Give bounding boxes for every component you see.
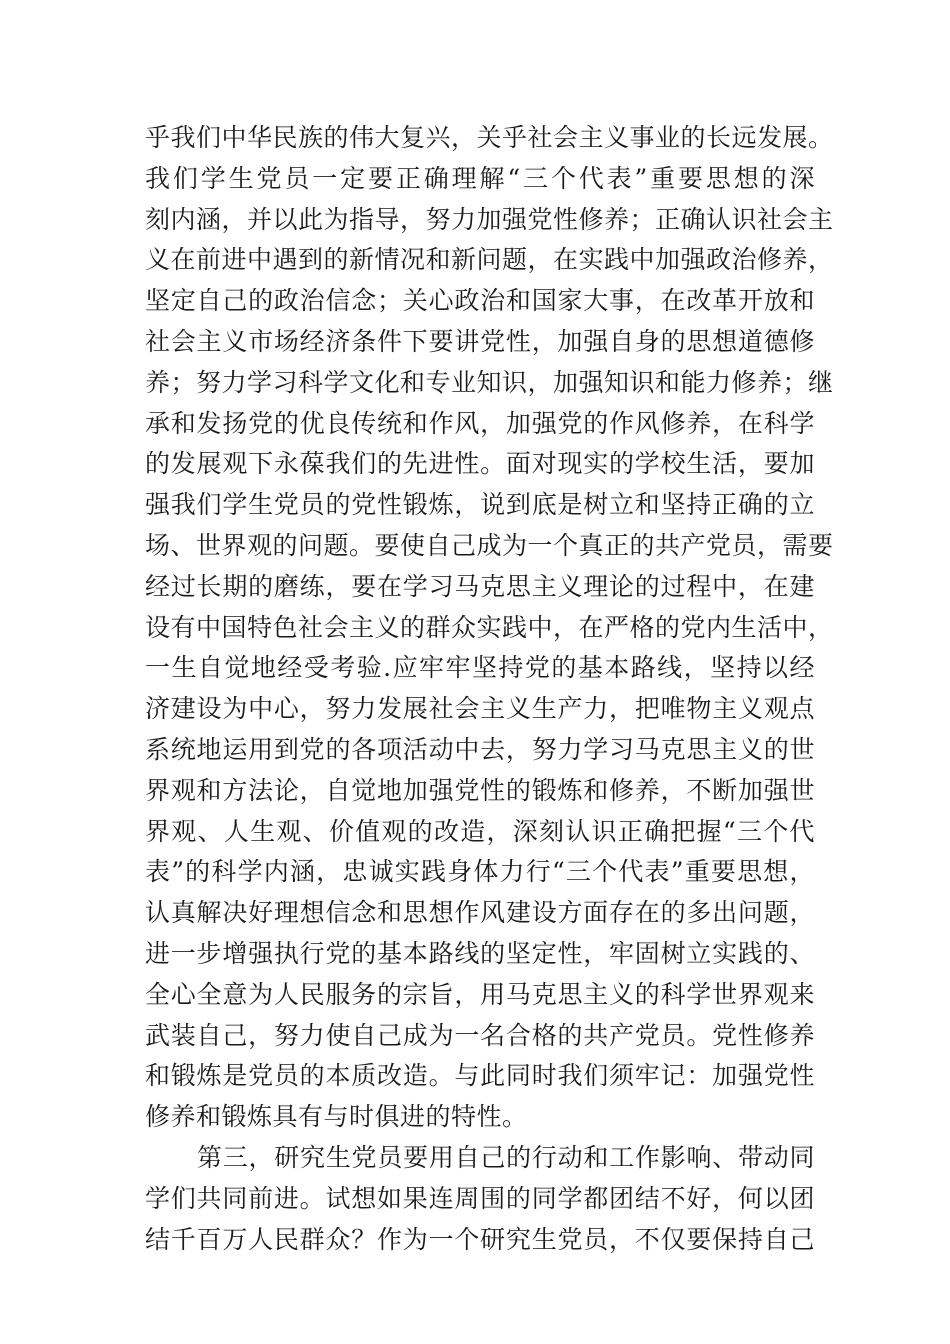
text-line: 系统地运用到党的各项活动中去，努力学习马克思主义的世: [145, 734, 815, 764]
text-line: 一生自觉地经受考验.应牢牢坚持党的基本路线，坚持以经: [145, 653, 815, 683]
text-line: 坚定自己的政治信念；关心政治和国家大事，在改革开放和: [145, 286, 815, 316]
paragraph-start-line: 第三，研究生党员要用自己的行动和工作影响、带动同: [197, 1142, 815, 1172]
text-line: 承和发扬党的优良传统和作风，加强党的作风修养，在科学: [145, 408, 815, 438]
text-line: 经过长期的磨练，要在学习马克思主义理论的过程中，在建: [145, 571, 815, 601]
text-line: 我们学生党员一定要正确理解“三个代表”重要思想的深: [145, 163, 815, 193]
text-line: 义在前进中遇到的新情况和新问题，在实践中加强政治修养，: [145, 245, 834, 275]
text-line: 表”的科学内涵，忠诚实践身体力行“三个代表”重要思想，: [145, 857, 815, 887]
text-line: 养；努力学习科学文化和专业知识，加强知识和能力修养；继: [145, 367, 834, 397]
text-line: 的发展观下永葆我们的先进性。面对现实的学校生活，要加: [145, 449, 815, 479]
text-line: 界观、人生观、价值观的改造，深刻认识正确把握“三个代: [145, 816, 815, 846]
body-text: [145, 118, 834, 1260]
text-line: 和锻炼是党员的本质改造。与此同时我们须牢记：加强党性: [145, 1061, 815, 1091]
text-line: 刻内涵，并以此为指导，努力加强党性修养；正确认识社会主: [145, 204, 834, 234]
text-line: 全心全意为人民服务的宗旨，用马克思主义的科学世界观来: [145, 979, 815, 1009]
text-line: 济建设为中心，努力发展社会主义生产力，把唯物主义观点: [145, 694, 815, 724]
text-line: 修养和锻炼具有与时俱进的特性。: [145, 1102, 528, 1132]
text-line: 学们共同前进。试想如果连周围的同学都团结不好，何以团: [145, 1183, 815, 1213]
text-line: 强我们学生党员的党性锻炼，说到底是树立和坚持正确的立: [145, 490, 815, 520]
text-line: 认真解决好理想信念和思想作风建设方面存在的多出问题，: [145, 898, 815, 928]
text-line: 进一步增强执行党的基本路线的坚定性，牢固树立实践的、: [145, 938, 815, 968]
text-line: 社会主义市场经济条件下要讲党性，加强自身的思想道德修: [145, 326, 815, 356]
text-line: 场、世界观的问题。要使自己成为一个真正的共产党员，需要: [145, 530, 834, 560]
text-line: 乎我们中华民族的伟大复兴，关乎社会主义事业的长远发展。: [145, 123, 834, 152]
text-line: 界观和方法论，自觉地加强党性的锻炼和修养，不断加强世: [145, 775, 815, 805]
text-line: 武装自己，努力使自己成为一名合格的共产党员。党性修养: [145, 1020, 815, 1050]
text-line: 结千百万人民群众？作为一个研究生党员，不仅要保持自己: [145, 1224, 815, 1254]
text-line: 设有中国特色社会主义的群众实践中，在严格的党内生活中，: [145, 612, 834, 642]
